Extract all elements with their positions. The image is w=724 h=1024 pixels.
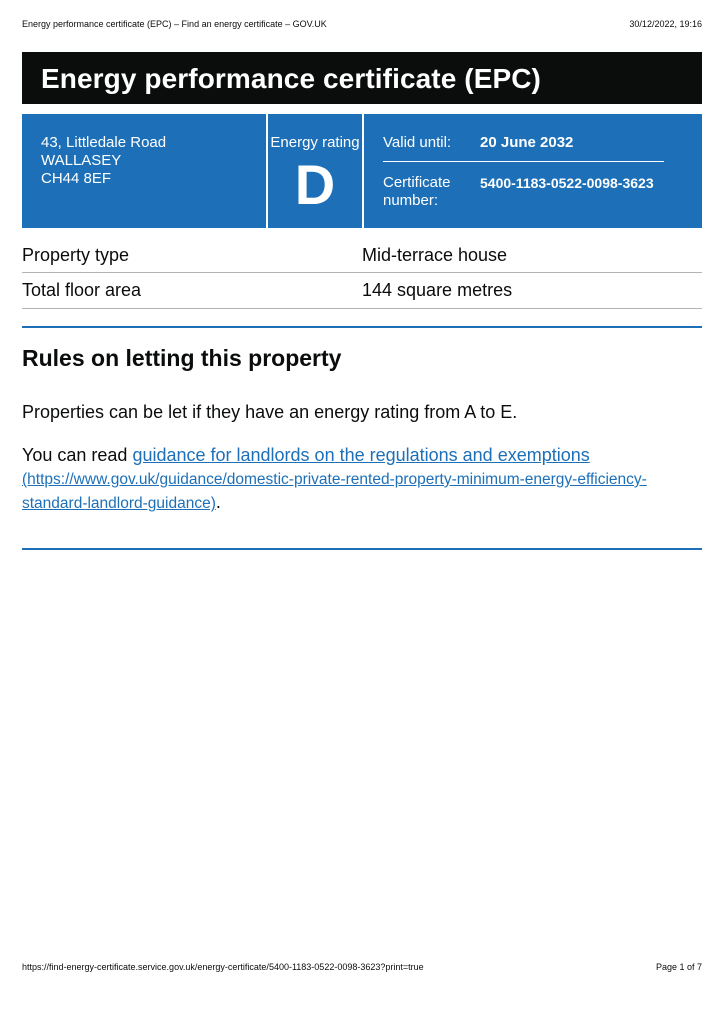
rules-heading: Rules on letting this property bbox=[22, 345, 342, 371]
property-facts bbox=[22, 238, 702, 309]
page-title: Energy performance certificate (EPC) bbox=[41, 63, 541, 94]
summary-rule bbox=[383, 161, 664, 162]
fact-label: Total floor area bbox=[22, 280, 142, 300]
section-divider bbox=[22, 548, 702, 550]
fact-row bbox=[22, 238, 702, 273]
fact-label: Property type bbox=[22, 245, 130, 265]
guidance-prefix: You can read bbox=[22, 445, 133, 465]
print-footer-url: https://find-energy-certificate.service.gov.uk/energy-certificate/5400-1183-0522-0098-3623?print=true bbox=[22, 962, 424, 972]
address-line-2: WALLASEY bbox=[41, 152, 122, 169]
address-line-1: 43, Littledale Road bbox=[41, 134, 167, 151]
certificate-number-value: 5400-1183-0522-0098-3623 bbox=[480, 175, 654, 191]
energy-rating-label: Energy rating bbox=[270, 134, 360, 151]
valid-until-value: 20 June 2032 bbox=[480, 134, 574, 151]
guidance-link[interactable]: guidance for landlords on the regulations and exemptions bbox=[132, 445, 590, 465]
valid-until-label: Valid until: bbox=[383, 134, 452, 151]
fact-value: Mid-terrace house bbox=[362, 245, 508, 265]
print-header-title: Energy performance certificate (EPC) – Find an energy certificate – GOV.UK bbox=[22, 19, 327, 29]
summary-divider bbox=[362, 114, 364, 228]
energy-rating-value: D bbox=[294, 153, 336, 216]
page-number: Page 1 of 7 bbox=[655, 962, 702, 972]
fact-value: 144 square metres bbox=[362, 280, 513, 300]
fact-row bbox=[22, 273, 702, 309]
guidance-link-url[interactable]: (https://www.gov.uk/guidance/domestic-private-rented-property-minimum-energy-efficiency-standard-landlord-guidance) bbox=[22, 471, 647, 512]
page-banner bbox=[22, 52, 702, 104]
guidance-paragraph bbox=[22, 444, 672, 515]
rules-paragraph: Properties can be let if they have an energy rating from A to E. bbox=[22, 402, 518, 422]
print-header-date: 30/12/2022, 19:16 bbox=[629, 19, 702, 29]
section-divider bbox=[22, 326, 702, 328]
certificate-summary bbox=[22, 114, 702, 228]
guidance-suffix: . bbox=[215, 492, 221, 512]
print-header bbox=[22, 19, 702, 33]
property-address bbox=[41, 134, 166, 188]
address-line-3: CH44 8EF bbox=[41, 170, 112, 187]
certificate-number-label: Certificate number: bbox=[383, 174, 451, 209]
